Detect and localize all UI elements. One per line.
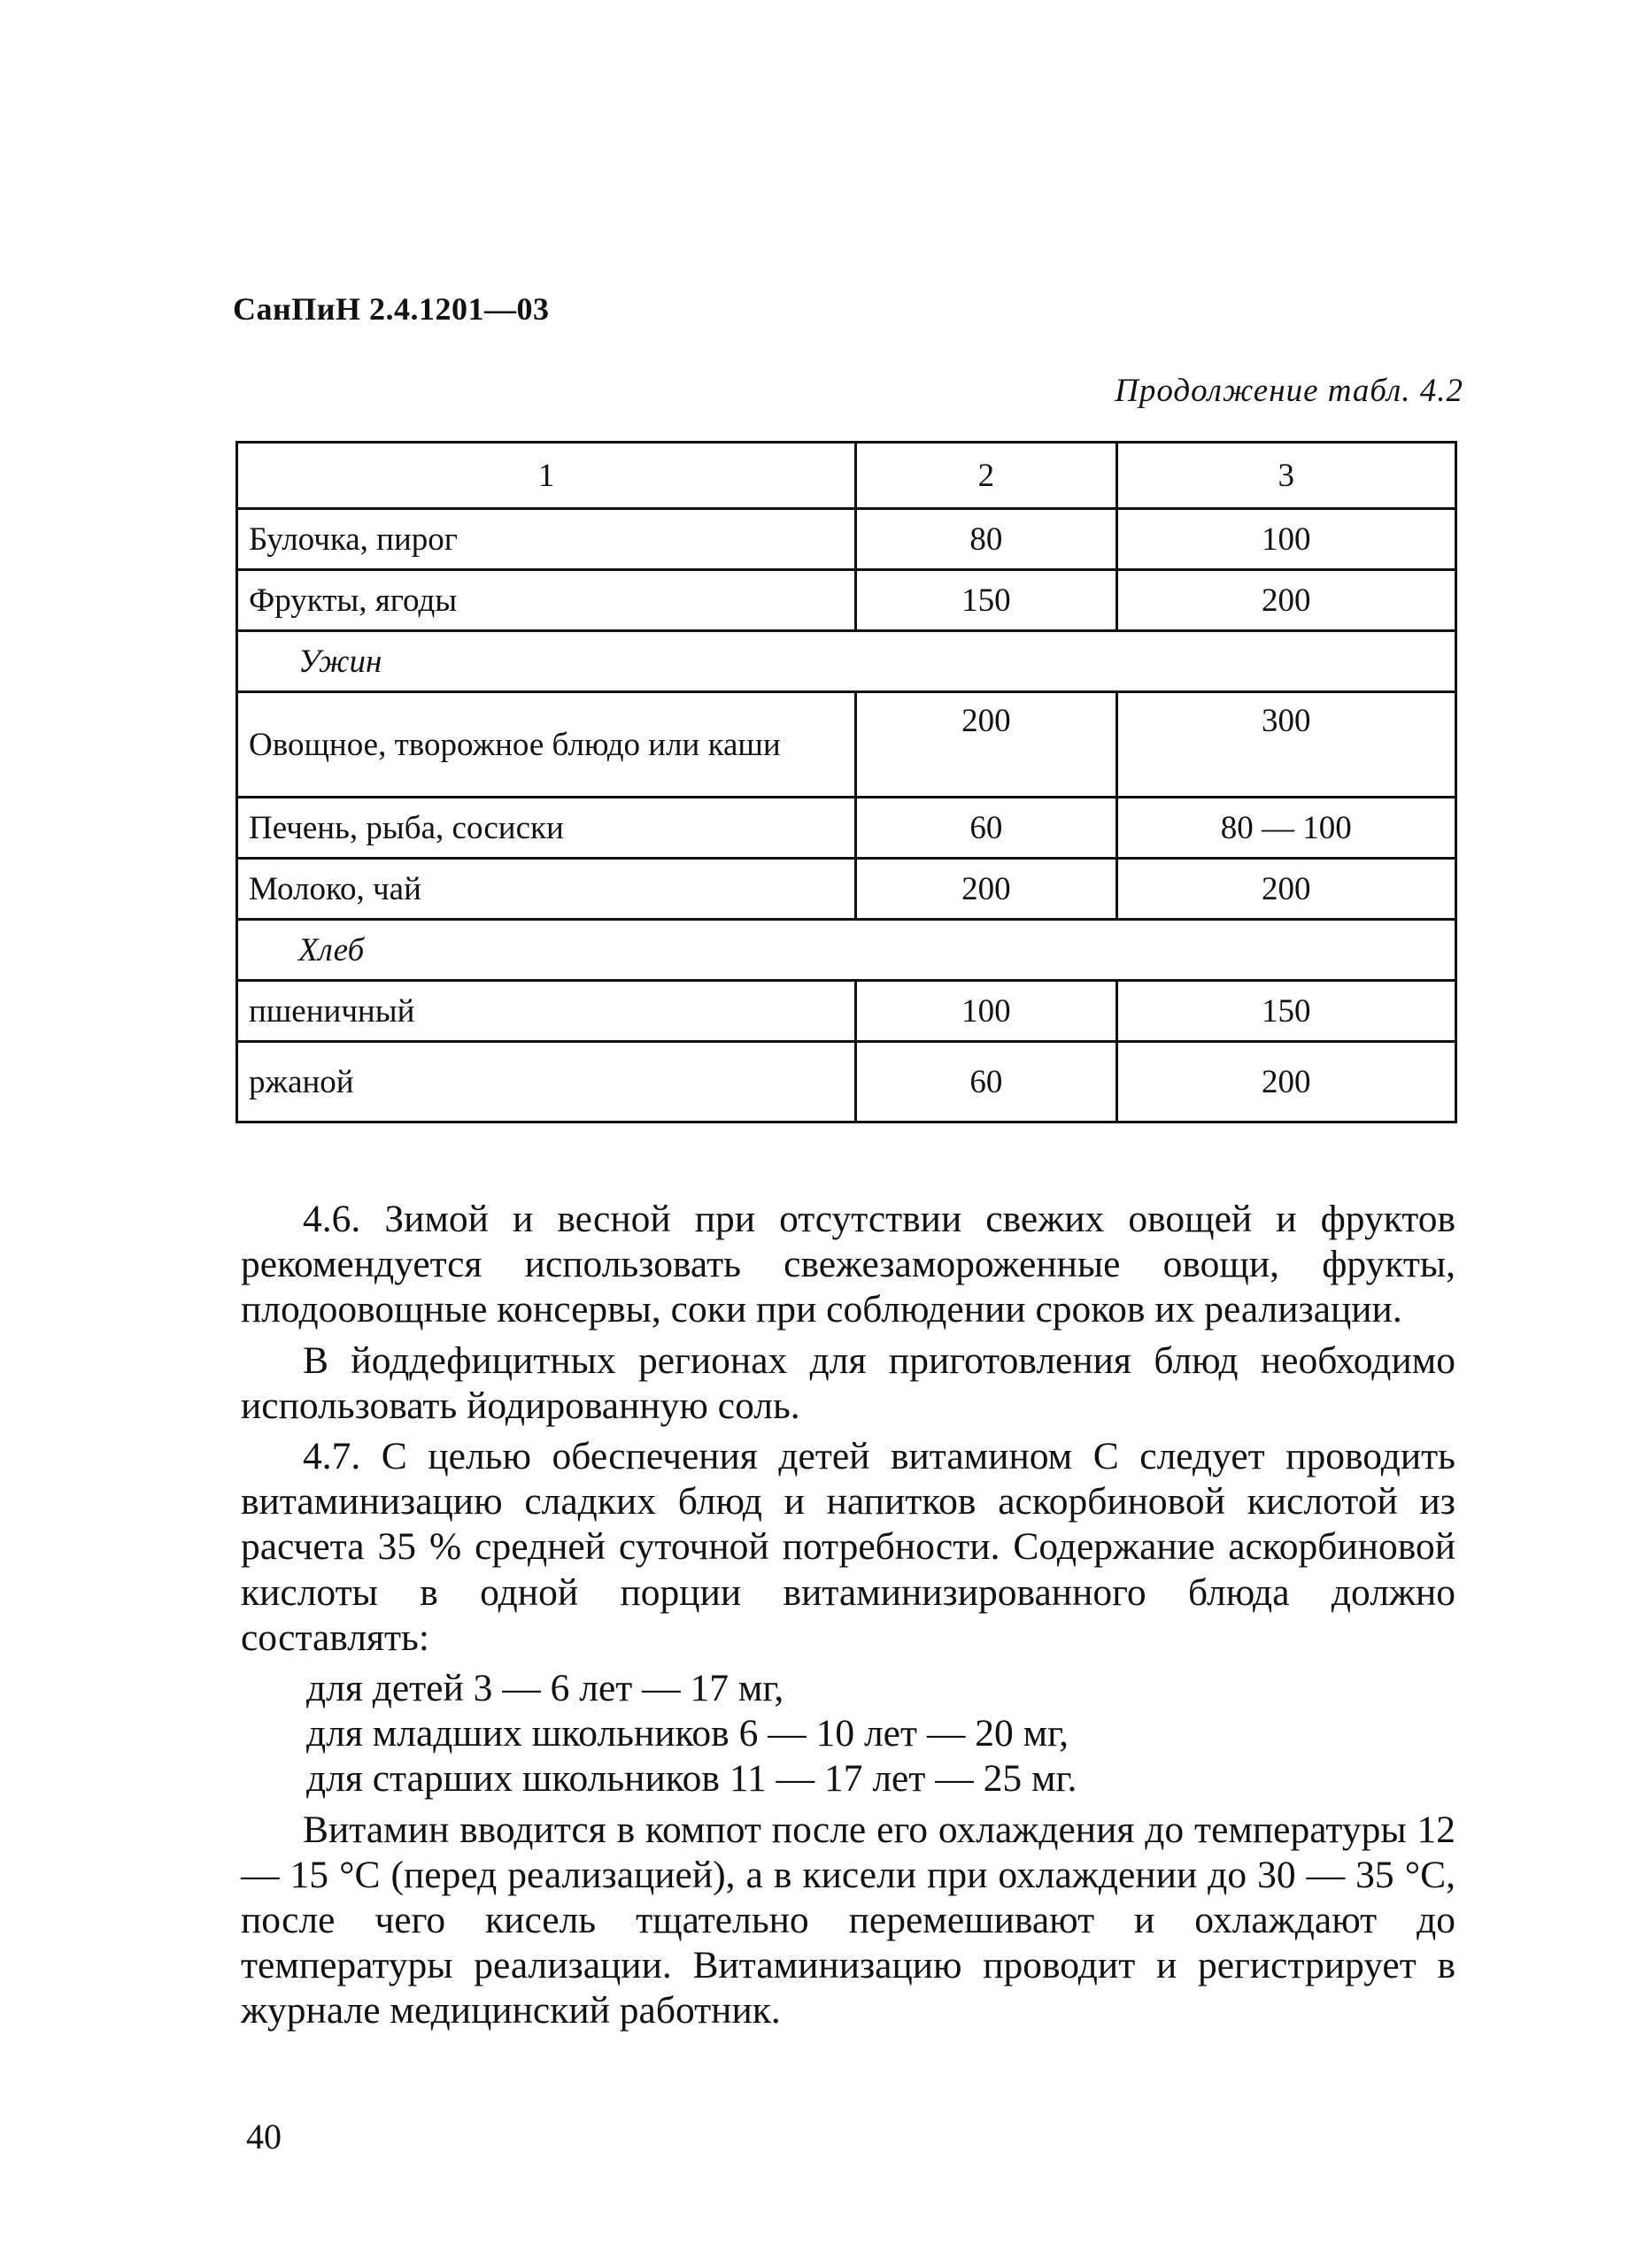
- row-value-col2: 100: [856, 981, 1116, 1042]
- row-name: пшеничный: [237, 981, 856, 1042]
- row-value-col2: 60: [856, 1042, 1116, 1122]
- body-text: [241, 1197, 1455, 2040]
- document-code: СанПиН 2.4.1201—03: [233, 291, 550, 327]
- table-row: [237, 570, 1456, 631]
- row-name: ржаной: [237, 1042, 856, 1122]
- table-section-row: [237, 631, 1456, 692]
- paragraph-iodine: В йоддефицитных регионах для приготовления блюд необходимо использовать йодированную соль.: [241, 1338, 1455, 1427]
- row-value-col2: 150: [856, 570, 1116, 631]
- list-item: для младших школьников 6 — 10 лет — 20 мг,: [306, 1712, 1069, 1755]
- table-row: [237, 798, 1456, 859]
- row-value-col3: 100: [1116, 509, 1455, 570]
- row-value-col3: 300: [1116, 692, 1455, 798]
- table-row: [237, 1042, 1456, 1122]
- row-value-col2: 60: [856, 798, 1116, 859]
- row-name: Булочка, пирог: [237, 509, 856, 570]
- table-row: [237, 859, 1456, 920]
- paragraph-vitamin: Витамин вводится в компот после его охлаждения до температуры 12 — 15 °С (перед реализацией), а в кисели при охлаждении до 30 — 35 °С, после чего кисель тщательно перемешивают и охлаждают до температуры реализации. Витаминизацию проводит и регистрирует в журнале медицинский работник.: [241, 1808, 1455, 2032]
- row-name: Фрукты, ягоды: [237, 570, 856, 631]
- table-row: [237, 981, 1456, 1042]
- list-item: для старших школьников 11 — 17 лет — 25 мг.: [306, 1757, 1077, 1801]
- page-number: 40: [246, 2117, 282, 2156]
- row-value-col2: 200: [856, 692, 1116, 798]
- portion-table: [235, 441, 1457, 1123]
- row-value-col2: 80: [856, 509, 1116, 570]
- row-value-col3: 200: [1116, 570, 1455, 631]
- column-header-3: 3: [1116, 443, 1455, 509]
- table-row: [237, 509, 1456, 570]
- list-item: для детей 3 — 6 лет — 17 мг,: [306, 1667, 784, 1710]
- row-name: Молоко, чай: [237, 859, 856, 920]
- row-value-col3: 150: [1116, 981, 1455, 1042]
- column-header-1: 1: [237, 443, 856, 509]
- paragraph-4-7: 4.7. С целью обеспечения детей витамином С следует проводить витаминизацию сладких блюд и напитков аскорбиновой кислотой из расчета 35 % средней суточной потребности. Содержание аскорбиновой кислоты в одной порции витаминизированного блюда должно составлять:: [241, 1435, 1455, 1659]
- row-value-col3: 200: [1116, 859, 1455, 920]
- section-heading-bread: Хлеб: [237, 920, 1456, 981]
- row-value-col2: 200: [856, 859, 1116, 920]
- row-value-col3: 80 — 100: [1116, 798, 1455, 859]
- paragraph-4-6: 4.6. Зимой и весной при отсутствии свежих овощей и фруктов рекомендуется использовать свежезамороженные овощи, фрукты, плодоовощные консервы, соки при соблюдении сроков их реализации.: [241, 1198, 1455, 1331]
- row-value-col3: 200: [1116, 1042, 1455, 1122]
- section-heading-dinner: Ужин: [237, 631, 1456, 692]
- table-caption: Продолжение табл. 4.2: [1115, 373, 1463, 409]
- table-section-row: [237, 920, 1456, 981]
- row-name: Овощное, творожное блюдо или каши: [237, 692, 856, 798]
- row-name: Печень, рыба, сосиски: [237, 798, 856, 859]
- table-row: [237, 692, 1456, 798]
- column-header-2: 2: [856, 443, 1116, 509]
- table-header-row: [237, 443, 1456, 509]
